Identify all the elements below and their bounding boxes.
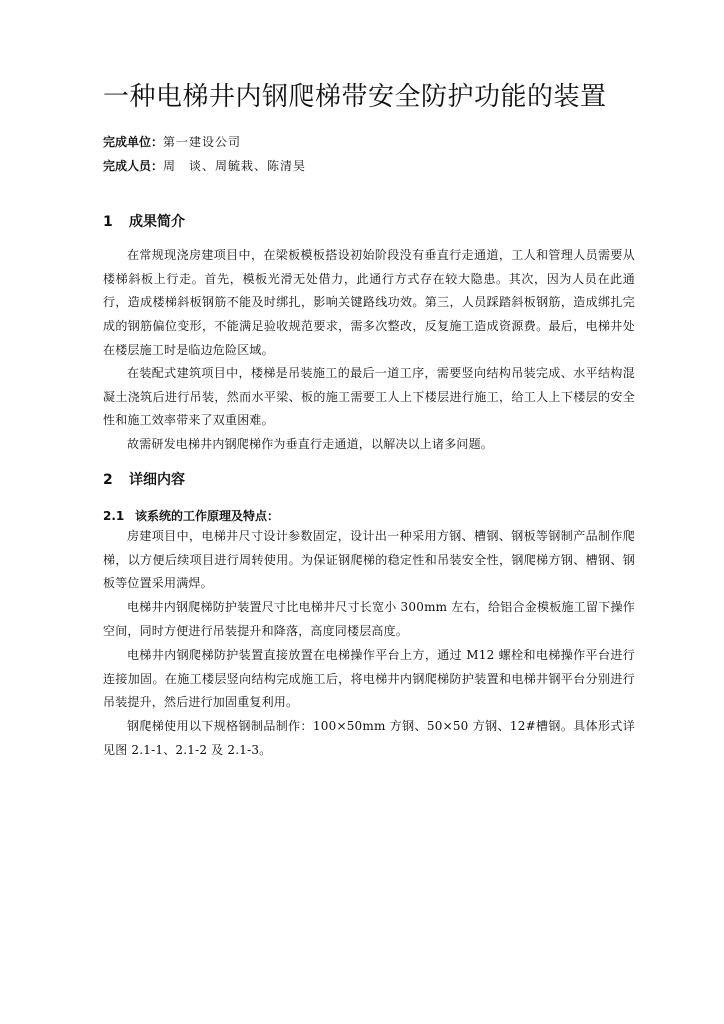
- paragraph: 在常规现浇房建项目中，在梁板模板搭设初始阶段没有垂直行走通道，工人和管理人员需要从楼梯斜板上行走。首先，模板光滑无处借力，此通行方式存在较大隐患。其次，因为人员在此通行，造成楼梯斜板钢筋不能及时绑扎，影响关键路线功效。第三，人员踩踏斜板钢筋，造成绑扎完成的钢筋偏位变形，不能满足验收规范要求，需多次整改，反复施工造成资源费。最后，电梯井处在楼层施工时是临边危险区域。: [103, 248, 635, 357]
- meta-value: 周 谈、周毓栽、陈清昊: [163, 159, 307, 173]
- section-heading-text: 详细内容: [129, 472, 185, 488]
- section-number: 1: [103, 214, 113, 230]
- section-heading: [103, 470, 185, 490]
- paragraph: 在装配式建筑项目中，楼梯是吊装施工的最后一道工序，需要竖向结构吊装完成、水平结构混凝土浇筑后进行吊装，然而水平梁、板的施工需要工人上下楼层进行施工，给工人上下楼层的安全性和施工效率带来了双重困难。: [103, 366, 635, 428]
- paragraph: 房建项目中，电梯井尺寸设计参数固定，设计出一种采用方钢、槽钢、钢板等钢制产品制作爬梯，以方便后续项目进行周转使用。为保证钢爬梯的稳定性和吊装安全性，钢爬梯方钢、槽钢、钢板等位置采用满焊。: [103, 529, 635, 591]
- paragraph: 故需研发电梯井内钢爬梯作为垂直行走通道，以解决以上诸多问题。: [127, 437, 494, 451]
- subsection-heading-text: 该系统的工作原理及特点：: [135, 509, 280, 523]
- meta-label: 完成人员：: [103, 159, 164, 173]
- meta-value: 第一建设公司: [163, 135, 242, 149]
- subsection-number: 2.1: [103, 509, 125, 523]
- meta-completion-unit: [103, 133, 241, 151]
- paragraph: 钢爬梯使用以下规格钢制品制作：100×50mm 方钢、50×50 方钢、12#槽钢。具体形式详见图 2.1-1、2.1-2 及 2.1-3。: [103, 719, 635, 757]
- section-heading-text: 成果简介: [129, 214, 185, 230]
- meta-label: 完成单位：: [103, 135, 164, 149]
- section-number: 2: [103, 472, 113, 488]
- section-heading: [103, 212, 185, 232]
- paragraph: 电梯井内钢爬梯防护装置尺寸比电梯井尺寸长宽小 300mm 左右，给铝合金模板施工留下操作空间，同时方便进行吊装提升和降落，高度同楼层高度。: [103, 600, 635, 638]
- document-title: 一种电梯井内钢爬梯带安全防护功能的装置: [103, 82, 607, 112]
- subsection-heading: [103, 507, 279, 525]
- meta-completion-people: [103, 157, 306, 175]
- paragraph: 电梯井内钢爬梯防护装置直接放置在电梯操作平台上方，通过 M12 螺栓和电梯操作平台进行连接加固。在施工楼层竖向结构完成施工后，将电梯井内钢爬梯防护装置和电梯井钢平台分别进行吊装提升，然后进行加固重复利用。: [103, 648, 635, 710]
